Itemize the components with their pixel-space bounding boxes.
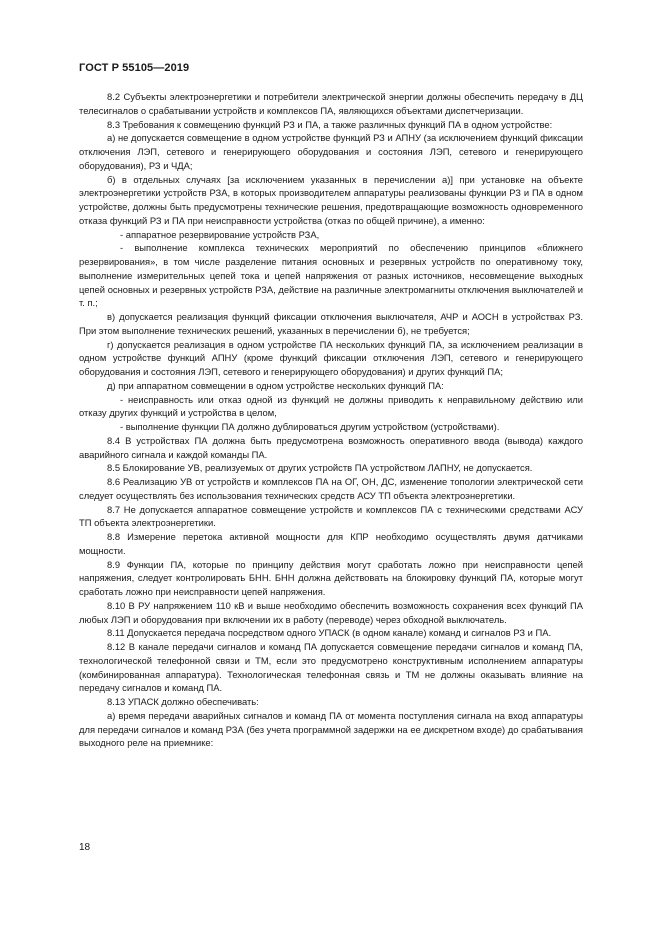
paragraph: 8.3 Требования к совмещению функций РЗ и ПА, а также различных функций ПА в одном устройстве: xyxy=(107,118,553,130)
paragraph: 8.12 В канале передачи сигналов и команд ПА допускается совмещение передачи сигналов и команд ПА, технологической телефонной связи и ТМ, если это предусмотрено конструктивным исполнением аппаратуры (комбинированная аппаратура). Технологическая телефонная связь и ТМ не должны оказывать влияние на передачу сигналов и команд ПА. xyxy=(79,641,583,694)
paragraph: 8.6 Реализацию УВ от устройств и комплексов ПА на ОГ, ОН, ДС, изменение топологии электрической сети следует осуществлять без использования технических средств АСУ ТП объекта электроэнергетики. xyxy=(79,476,583,501)
list-item: - аппаратное резервирование устройств РЗА, xyxy=(120,228,320,240)
paragraph: а) время передачи аварийных сигналов и команд ПА от момента поступления сигнала на вход аппаратуры для передачи сигналов и команд РЗА (без учета программной задержки на ее дискретном входе) до срабатывания выходного реле на приемнике: xyxy=(79,709,583,749)
standard-header: ГОСТ Р 55105—2019 xyxy=(79,62,190,74)
paragraph: 8.9 Функции ПА, которые по принципу действия могут сработать ложно при неисправности цепей напряжения, следует контролировать БНН. БНН должна действовать на блокировку функций ПА, которые могут сработать ложно при неисправности цепей напряжения. xyxy=(79,558,583,597)
page-number: 18 xyxy=(79,842,91,853)
paragraph: д) при аппаратном совмещении в одном устройстве нескольких функций ПА: xyxy=(107,379,444,391)
paragraph: в) допускается реализация функций фиксации отключения выключателя, АЧР и АОСН в устройствах РЗ. При этом выполнение технических решений, указанных в перечислении б), не требуется; xyxy=(79,311,583,336)
paragraph: 8.11 Допускается передача посредством одного УПАСК (в одном канале) команд и сигналов РЗ и ПА. xyxy=(107,627,552,639)
document-body xyxy=(79,90,583,750)
paragraph: 8.2 Субъекты электроэнергетики и потребители электрической энергии должны обеспечить передачу в ДЦ телесигналов о срабатывании устройств и комплексов ПА, являющихся объектами диспетчеризации. xyxy=(79,91,583,116)
list-item: - неисправность или отказ одной из функций не должны приводить к неправильному действию или отказу других функций и устройства в целом, xyxy=(79,393,583,419)
list-item: - выполнение функции ПА должно дублироваться другим устройством (устройствами). xyxy=(120,421,500,432)
paragraph: а) не допускается совмещение в одном устройстве функций РЗ и АПНУ (за исключением функций фиксации отключения ЛЭП, сетевого и генерирующего оборудования и состояния ЛЭП, сетевого и генерирующего оборудования), РЗ и ЧДА; xyxy=(79,132,583,171)
paragraph: 8.10 В РУ напряжением 110 кВ и выше необходимо обеспечить возможность сохранения всех функций ПА любых ЛЭП и оборудования при включении их в работу (переводе) через обходной выключатель. xyxy=(79,599,583,625)
paragraph: 8.7 Не допускается аппаратное совмещение устройств и комплексов ПА с техническими средствами АСУ ТП объекта электроэнергетики. xyxy=(79,503,583,529)
paragraph: г) допускается реализация в одном устройстве ПА нескольких функций ПА, за исключением реализации в одном устройстве функций АПНУ (кроме функций фиксации отключения ЛЭП, сетевого и генерирующего оборудования и состояния ЛЭП, сетевого и генерирующего оборудования) и других функций ПА; xyxy=(79,338,583,377)
list-item: - выполнение комплекса технических мероприятий по обеспечению принципов «ближнего резервирования», в том числе разделение питания основных и резервных устройств по оперативному току, выполнение измерительных цепей тока и цепей напряжения от разных источников, несовмещение выходных цепей основных и резервных устройств РЗА, действие на различные электромагниты отключения выключателей и т. п.; xyxy=(79,242,583,309)
paragraph: 8.4 В устройствах ПА должна быть предусмотрена возможность оперативного ввода (вывода) каждого аварийного сигнала и каждой команды ПА. xyxy=(79,434,583,460)
paragraph: 8.8 Измерение перетока активной мощности для КПР необходимо осуществлять двумя датчиками мощности. xyxy=(79,531,583,556)
paragraph: б) в отдельных случаях [за исключением указанных в перечислении а)] при установке на объекте электроэнергетики устройств РЗА, в которых производителем аппаратуры реализованы функции РЗ и ПА в одном устройстве, должны быть предусмотрены технические решения, предотвращающие возможность одновременного отказа функций РЗ и ПА при неисправности устройства (отказ по общей причине), а именно: xyxy=(79,173,583,226)
paragraph: 8.5 Блокирование УВ, реализуемых от других устройств ПА устройством ЛАПНУ, не допускается. xyxy=(107,462,533,474)
paragraph: 8.13 УПАСК должно обеспечивать: xyxy=(107,696,259,707)
